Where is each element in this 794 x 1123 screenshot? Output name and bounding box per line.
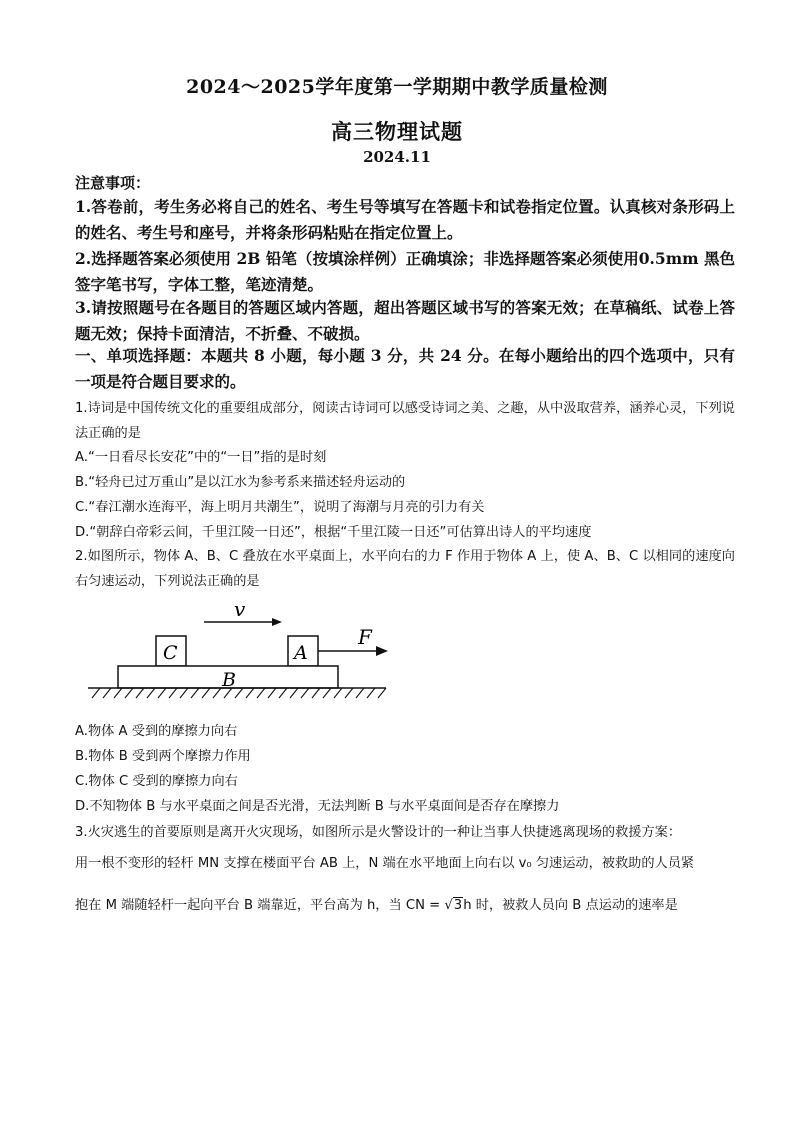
question-1-stem: 1.诗词是中国传统文化的重要组成部分，阅读古诗词可以感受诗词之美、之趣，从中汲取营养，涵养心灵，下列说法正确的是 [75,401,735,441]
ground-hatching [92,688,386,698]
hatch-line [136,688,144,698]
velocity-arrowhead [272,618,282,626]
blocks-on-table-figure [82,600,392,712]
hatch-line [191,688,199,698]
hatch-line [114,688,122,698]
hatch-line [235,688,243,698]
force-label: F [358,625,372,649]
force-arrowhead [376,646,388,656]
hatch-line [290,688,298,698]
hatch-line [92,688,100,698]
sqrt-radicand: 3 [453,898,463,913]
hatch-line [279,688,287,698]
velocity-label: v [234,600,246,621]
sqrt-expression: √3 [444,898,463,913]
q1-option-b: B.“轻舟已过万重山”是以江水为参考系来描述轻舟运动的 [75,475,406,490]
hatch-line [334,688,342,698]
hatch-line [147,688,155,698]
block-c-label: C [163,642,178,664]
question-2-stem: 2.如图所示，物体 A、B、C 叠放在水平桌面上，水平向右的力 F 作用于物体 A 上，使 A、B、C 以相同的速度向右匀速运动，下列说法正确的是 [75,549,735,589]
question-3-line-2: 用一根不变形的轻杆 MN 支撑在楼面平台 AB 上，N 端在水平地面上向右以 v₀ 匀速运动，被救助的人员紧 [75,856,695,871]
hatch-line [301,688,309,698]
hatch-line [345,688,353,698]
notice-item-1: 1.答卷前，考生务必将自己的姓名、考生号等填写在答题卡和试卷指定位置。认真核对条形码上的姓名、考生号和座号，并将条形码粘贴在指定位置上。 [75,197,735,242]
hatch-line [103,688,111,698]
hatch-line [356,688,364,698]
question-3-line-3 [75,893,735,918]
hatch-line [213,688,221,698]
hatch-line [202,688,210,698]
q2-option-a: A.物体 A 受到的摩擦力向右 [75,724,238,739]
exam-subtitle: 高三物理试题 [331,119,463,144]
hatch-line [378,688,386,698]
q3-line3-text: 抱在 M 端随轻杆一起向平台 B 端靠近，平台高为 h，当 CN = [75,898,445,913]
q2-option-d: D.不知物体 B 与水平桌面之间是否光滑，无法判断 B 与水平桌面间是否存在摩擦力 [75,799,560,814]
hatch-line [246,688,254,698]
block-a-label: A [294,642,308,664]
block-b-label: B [222,669,236,691]
q3-line3-tail: h 时，被救人员向 B 点运动的速率是 [463,898,678,913]
notice-heading: 注意事项： [75,174,151,192]
q2-option-b: B.物体 B 受到两个摩擦力作用 [75,749,251,764]
hatch-line [323,688,331,698]
question-1-options [75,445,735,545]
hatch-line [268,688,276,698]
hatch-line [125,688,133,698]
section-heading: 一、单项选择题：本题共 8 小题，每小题 3 分，共 24 分。在每小题给出的四个选项中，只有一项是符合题目要求的。 [75,346,735,391]
hatch-line [169,688,177,698]
hatch-line [180,688,188,698]
exam-date: 2024.11 [363,148,431,166]
exam-title: 2024～2025学年度第一学期期中教学质量检测 [186,76,608,98]
q1-option-d: D.“朝辞白帝彩云间，千里江陵一日还”，根据“千里江陵一日还”可估算出诗人的平均速度 [75,525,592,540]
question-3-line-1: 3.火灾逃生的首要原则是离开火灾现场，如图所示是火警设计的一种让当事人快捷逃离现场的救援方案： [75,825,682,840]
q1-option-a: A.“一日看尽长安花”中的“一日”指的是时刻 [75,450,327,465]
hatch-line [257,688,265,698]
hatch-line [312,688,320,698]
q1-option-c: C.“春江潮水连海平，海上明月共潮生”，说明了海潮与月亮的引力有关 [75,500,485,515]
hatch-line [367,688,375,698]
question-2-options [75,719,735,819]
notice-item-3: 3.请按照题号在各题目的答题区域内答题，超出答题区域书写的答案无效；在草稿纸、试卷上答题无效；保持卡面清洁，不折叠、不破损。 [75,298,735,343]
q2-option-c: C.物体 C 受到的摩擦力向右 [75,774,238,789]
notice-item-2: 2.选择题答案必须使用 2B 铅笔（按填涂样例）正确填涂；非选择题答案必须使用0.5mm 黑色签字笔书写，字体工整，笔迹清楚。 [75,249,735,294]
hatch-line [158,688,166,698]
